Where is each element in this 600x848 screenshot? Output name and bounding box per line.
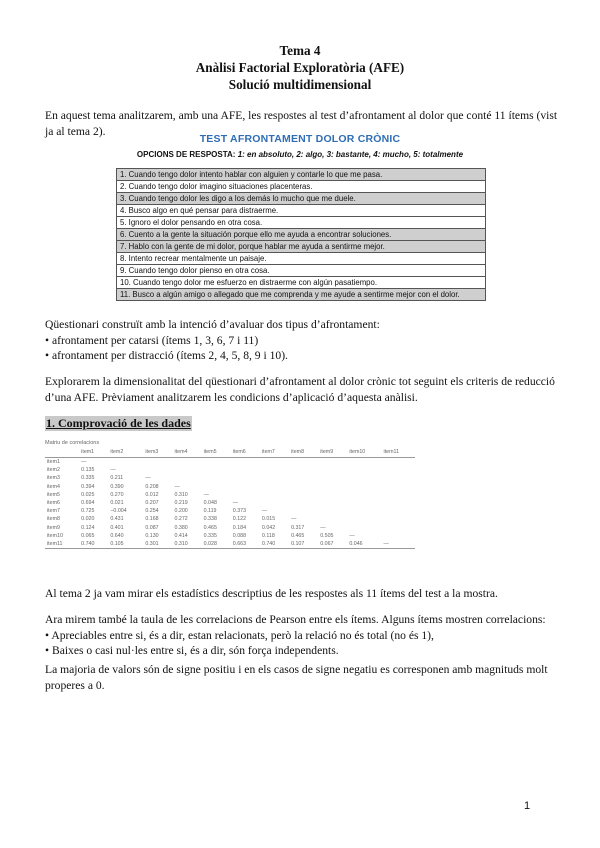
correlation-cell xyxy=(347,474,381,482)
header-cell: item3 xyxy=(143,448,172,458)
correlation-cell xyxy=(231,466,260,474)
correlation-cell: 0.124 xyxy=(81,524,95,531)
correlation-row-label: item1 xyxy=(47,459,60,466)
correlation-cell xyxy=(318,466,347,474)
correlation-cell: 0.740 xyxy=(79,540,108,549)
topic-heading: Tema 4 xyxy=(279,43,321,58)
bullet-catharsis: • afrontament per catarsi (ítems 1, 3, 6, 7 i 11) xyxy=(45,333,259,347)
correlation-cell: 0.335 xyxy=(203,532,217,539)
correlation-cell: 0.401 xyxy=(110,524,124,531)
correlation-cell xyxy=(347,515,381,523)
correlation-cell xyxy=(318,483,347,491)
test-item-text: 7. Hablo con la gente de mi dolor, porque hablar me ayuda a sentirme mejor. xyxy=(117,241,486,253)
correlation-cell: — xyxy=(382,540,415,549)
correlation-cell: 0.067 xyxy=(318,540,347,549)
correlation-cell xyxy=(143,458,172,467)
correlation-cell: 0.272 xyxy=(174,516,188,523)
correlation-cell xyxy=(260,474,289,482)
correlation-cell: 0.200 xyxy=(174,508,188,515)
correlation-cell xyxy=(202,483,231,491)
header-cell: item11 xyxy=(382,448,415,458)
correlation-cell: 0.021 xyxy=(110,500,124,507)
correlation-cell xyxy=(347,466,381,474)
correlation-row xyxy=(45,491,415,499)
correlation-cell: 0.107 xyxy=(289,540,318,549)
correlation-cell xyxy=(382,483,415,491)
correlation-cell xyxy=(318,458,347,467)
pearson-block xyxy=(45,612,565,659)
correlation-cell xyxy=(231,474,260,482)
correlation-cell: 0.310 xyxy=(174,491,188,498)
test-item-row xyxy=(117,289,486,301)
pearson-paragraph: Ara mirem també la taula de les correlacions de Pearson entre els ítems. Alguns ítems mostren correlacions: xyxy=(45,613,546,626)
correlation-cell: — xyxy=(174,483,180,490)
correlation-cell: 0.168 xyxy=(145,516,159,523)
correlation-cell: 0.694 xyxy=(81,500,95,507)
test-item-row xyxy=(117,265,486,277)
test-item-row xyxy=(117,229,486,241)
bullet-apreciables: • Apreciables entre si, és a dir, estan relacionats, però la relació no és total (no és 1), xyxy=(45,628,434,642)
correlation-cell xyxy=(260,499,289,507)
test-items-table xyxy=(116,168,486,301)
correlation-cell: 0.130 xyxy=(145,532,159,539)
correlation-row xyxy=(45,532,415,540)
bullet-distraction: • afrontament per distracció (ítems 2, 4, 5, 8, 9 i 10). xyxy=(45,349,288,362)
correlation-cell xyxy=(289,491,318,499)
correlation-cell xyxy=(231,458,260,467)
test-item-row xyxy=(117,169,486,181)
correlation-cell: 0.640 xyxy=(110,532,124,539)
correlation-caption: Matriu de correlacions xyxy=(45,440,100,446)
correlation-cell xyxy=(108,458,143,467)
correlation-cell: 0.465 xyxy=(291,532,305,539)
correlation-row xyxy=(45,524,415,532)
correlation-cell: 0.725 xyxy=(81,508,95,515)
correlation-row-label: item5 xyxy=(47,491,60,498)
document-subtitle: Solució multidimensional xyxy=(228,77,372,92)
correlation-cell xyxy=(289,483,318,491)
correlation-cell: 0.184 xyxy=(232,524,247,531)
document-title: Anàlisi Factorial Exploratòria (AFE) xyxy=(195,60,405,75)
correlation-cell: 0.028 xyxy=(202,540,231,549)
correlation-cell: — xyxy=(349,532,355,539)
correlation-cell xyxy=(260,458,289,467)
correlation-cell xyxy=(318,491,347,499)
response-options-text: 1: en absoluto, 2: algo, 3: bastante, 4: mucho, 5: totalmente xyxy=(237,150,464,159)
correlation-cell: −0.004 xyxy=(110,508,127,515)
correlation-cell xyxy=(318,507,347,515)
correlation-cell xyxy=(202,458,231,467)
test-item-text: 2. Cuando tengo dolor imagino situaciones placenteras. xyxy=(117,181,486,193)
bullet-baixes: • Baixes o casi nul·les entre si, és a dir, són força independents. xyxy=(45,644,339,657)
correlation-cell: 0.317 xyxy=(291,524,305,531)
header-cell: item8 xyxy=(289,448,318,458)
title-block xyxy=(0,42,600,93)
correlation-cell xyxy=(289,474,318,482)
correlation-cell xyxy=(382,499,415,507)
correlation-cell xyxy=(173,458,202,467)
header-cell: item4 xyxy=(173,448,202,458)
correlation-cell xyxy=(382,532,415,540)
correlation-cell: 0.135 xyxy=(81,467,95,474)
correlation-cell: 0.012 xyxy=(145,491,159,498)
test-item-text: 3. Cuando tengo dolor les digo a los demás lo mucho que me duele. xyxy=(117,193,486,205)
test-item-text: 10. Cuando tengo dolor me esfuerzo en distraerme con algún pasatiempo. xyxy=(117,277,486,289)
correlation-cell xyxy=(382,507,415,515)
correlation-cell: 0.046 xyxy=(347,540,381,549)
correlation-cell xyxy=(318,499,347,507)
correlation-cell: 0.270 xyxy=(110,491,124,498)
test-item-row xyxy=(117,217,486,229)
correlation-cell xyxy=(347,499,381,507)
correlation-cell: 0.465 xyxy=(203,524,217,531)
header-cell: item9 xyxy=(318,448,347,458)
test-title: TEST AFRONTAMENT DOLOR CRÒNIC xyxy=(199,133,401,145)
test-item-row xyxy=(117,277,486,289)
correlation-cell: 0.394 xyxy=(81,483,95,490)
correlation-row-label: item9 xyxy=(47,524,60,531)
test-item-row xyxy=(117,193,486,205)
correlation-cell xyxy=(382,515,415,523)
correlation-cell: — xyxy=(81,459,87,466)
correlation-cell: — xyxy=(261,508,268,515)
correlation-cell: 0.211 xyxy=(110,475,124,482)
correlation-cell: 0.207 xyxy=(145,500,159,507)
header-cell: item6 xyxy=(231,448,260,458)
correlation-cell: 0.219 xyxy=(174,500,188,507)
correlation-cell xyxy=(347,458,381,467)
correlation-cell: 0.740 xyxy=(260,540,289,549)
correlation-cell: 0.042 xyxy=(261,524,276,531)
correlation-table xyxy=(45,448,415,549)
correlation-cell xyxy=(260,483,289,491)
test-item-row xyxy=(117,241,486,253)
correlation-cell: 0.254 xyxy=(145,508,159,515)
correlation-cell xyxy=(382,474,415,482)
test-item-row xyxy=(117,253,486,265)
correlation-row-label: item10 xyxy=(47,532,63,539)
correlation-cell: 0.431 xyxy=(110,516,124,523)
test-item-row xyxy=(117,181,486,193)
correlation-cell: 0.065 xyxy=(81,532,95,539)
correlation-cell: 0.380 xyxy=(174,524,188,531)
correlation-cell: 0.505 xyxy=(320,532,334,539)
correlation-row xyxy=(45,483,415,491)
correlation-cell xyxy=(289,458,318,467)
correlation-cell xyxy=(382,458,415,467)
header-cell: item2 xyxy=(108,448,143,458)
correlation-cell xyxy=(202,474,231,482)
correlation-cell: 0.335 xyxy=(81,475,95,482)
correlation-cell xyxy=(347,507,381,515)
test-item-row xyxy=(117,205,486,217)
correlation-row xyxy=(45,499,415,507)
correlation-row-label: item6 xyxy=(47,500,60,507)
correlation-cell: — xyxy=(291,516,297,523)
correlation-cell xyxy=(173,466,202,474)
correlation-cell xyxy=(347,491,381,499)
section-heading: 1. Comprovació de les dades xyxy=(46,416,191,430)
correlation-cell: 0.118 xyxy=(261,532,275,539)
correlation-cell xyxy=(382,491,415,499)
correlation-body xyxy=(45,458,415,549)
correlation-cell xyxy=(347,524,381,532)
correlation-cell: 0.015 xyxy=(261,516,276,523)
correlation-cell xyxy=(289,507,318,515)
correlation-row xyxy=(45,540,415,549)
correlation-cell: 0.390 xyxy=(110,483,124,490)
response-options-label: OPCIONS DE RESPOSTA: xyxy=(136,150,236,159)
correlation-cell: 0.663 xyxy=(231,540,260,549)
correlation-cell xyxy=(382,524,415,532)
correlation-cell: — xyxy=(145,475,151,482)
correlation-cell: 0.088 xyxy=(232,532,247,539)
test-item-text: 4. Busco algo en qué pensar para distraerme. xyxy=(117,205,486,217)
correlation-cell: — xyxy=(232,500,239,507)
correlation-cell: 0.020 xyxy=(81,516,95,523)
correlation-cell: 0.373 xyxy=(232,508,247,515)
correlation-cell xyxy=(289,466,318,474)
correlation-cell: 0.087 xyxy=(145,524,159,531)
correlation-header-row xyxy=(45,448,415,458)
correlation-cell xyxy=(231,491,260,499)
correlation-cell xyxy=(318,515,347,523)
construct-block xyxy=(45,317,565,364)
test-item-text: 1. Cuando tengo dolor intento hablar con alguien y contarle lo que me pasa. xyxy=(117,169,486,181)
correlation-row-label: item8 xyxy=(47,516,60,523)
correlation-row xyxy=(45,507,415,515)
correlation-row-label: item11 xyxy=(45,540,79,549)
test-item-text: 6. Cuento a la gente la situación porque ello me ayuda a encontrar soluciones. xyxy=(117,229,486,241)
correlation-cell: 0.414 xyxy=(174,532,188,539)
correlation-row xyxy=(45,474,415,482)
sign-paragraph: La majoria de valors són de signe positiu i en els casos de signe negatiu es corresponen amb magnituds molt properes a 0. xyxy=(45,663,548,692)
correlation-row xyxy=(45,466,415,474)
correlation-cell: 0.025 xyxy=(81,491,95,498)
header-cell: item1 xyxy=(79,448,108,458)
correlation-cell: — xyxy=(110,467,116,474)
correlation-row-label: item2 xyxy=(47,467,60,474)
test-item-text: 5. Ignoro el dolor pensando en otra cosa. xyxy=(117,217,486,229)
correlation-cell: 0.105 xyxy=(108,540,143,549)
correlation-cell: 0.208 xyxy=(145,483,159,490)
explore-paragraph: Explorarem la dimensionalitat del qüestionari d’afrontament al dolor crònic tot seguint els criteris de reducció d’una AFE. Prèviament analitzarem les condicions d’aplicació d’aquesta anàlisi. xyxy=(45,375,555,404)
header-cell: item7 xyxy=(260,448,289,458)
correlation-cell: 0.310 xyxy=(173,540,202,549)
correlation-cell xyxy=(382,466,415,474)
response-options xyxy=(0,150,600,159)
correlation-cell: — xyxy=(320,524,326,531)
correlation-cell xyxy=(318,474,347,482)
correlation-cell: 0.048 xyxy=(203,500,217,507)
test-item-text: 9. Cuando tengo dolor pienso en otra cosa. xyxy=(117,265,486,277)
correlation-cell: 0.301 xyxy=(143,540,172,549)
header-cell: item5 xyxy=(202,448,231,458)
correlation-cell xyxy=(173,474,202,482)
correlation-row xyxy=(45,458,415,467)
correlation-cell xyxy=(231,483,260,491)
correlation-cell xyxy=(260,491,289,499)
correlation-matrix xyxy=(45,440,415,549)
correlation-cell xyxy=(202,466,231,474)
correlation-cell xyxy=(143,466,172,474)
intro-paragraph: En aquest tema analitzarem, amb una AFE, les respostes al test d’afrontament al dolor que conté 11 ítems (vist ja al tema 2). xyxy=(45,109,558,138)
correlation-row-label: item4 xyxy=(47,483,60,490)
correlation-row-label: item7 xyxy=(47,508,60,515)
correlation-cell xyxy=(260,466,289,474)
test-item-text: 8. Intento recrear mentalmente un paisaje. xyxy=(117,253,486,265)
construct-intro: Qüestionari construït amb la intenció d’avaluar dos tipus d’afrontament: xyxy=(45,318,380,331)
correlation-cell xyxy=(289,499,318,507)
correlation-cell xyxy=(347,483,381,491)
correlation-row xyxy=(45,515,415,523)
header-cell: item10 xyxy=(347,448,381,458)
correlation-cell: 0.119 xyxy=(203,508,217,515)
correlation-cell: 0.338 xyxy=(203,516,217,523)
correlation-row-label: item3 xyxy=(47,475,60,482)
correlation-cell: 0.122 xyxy=(232,516,247,523)
header-cell xyxy=(45,448,79,458)
descriptives-paragraph: Al tema 2 ja vam mirar els estadístics descriptius de les respostes als 11 ítems del test a la mostra. xyxy=(45,587,498,600)
correlation-cell: — xyxy=(203,491,209,498)
test-item-text: 11. Busco a algún amigo o allegado que me comprenda y me ayude a sentirme mejor con el dolor. xyxy=(117,289,486,301)
page-number: 1 xyxy=(524,800,531,812)
